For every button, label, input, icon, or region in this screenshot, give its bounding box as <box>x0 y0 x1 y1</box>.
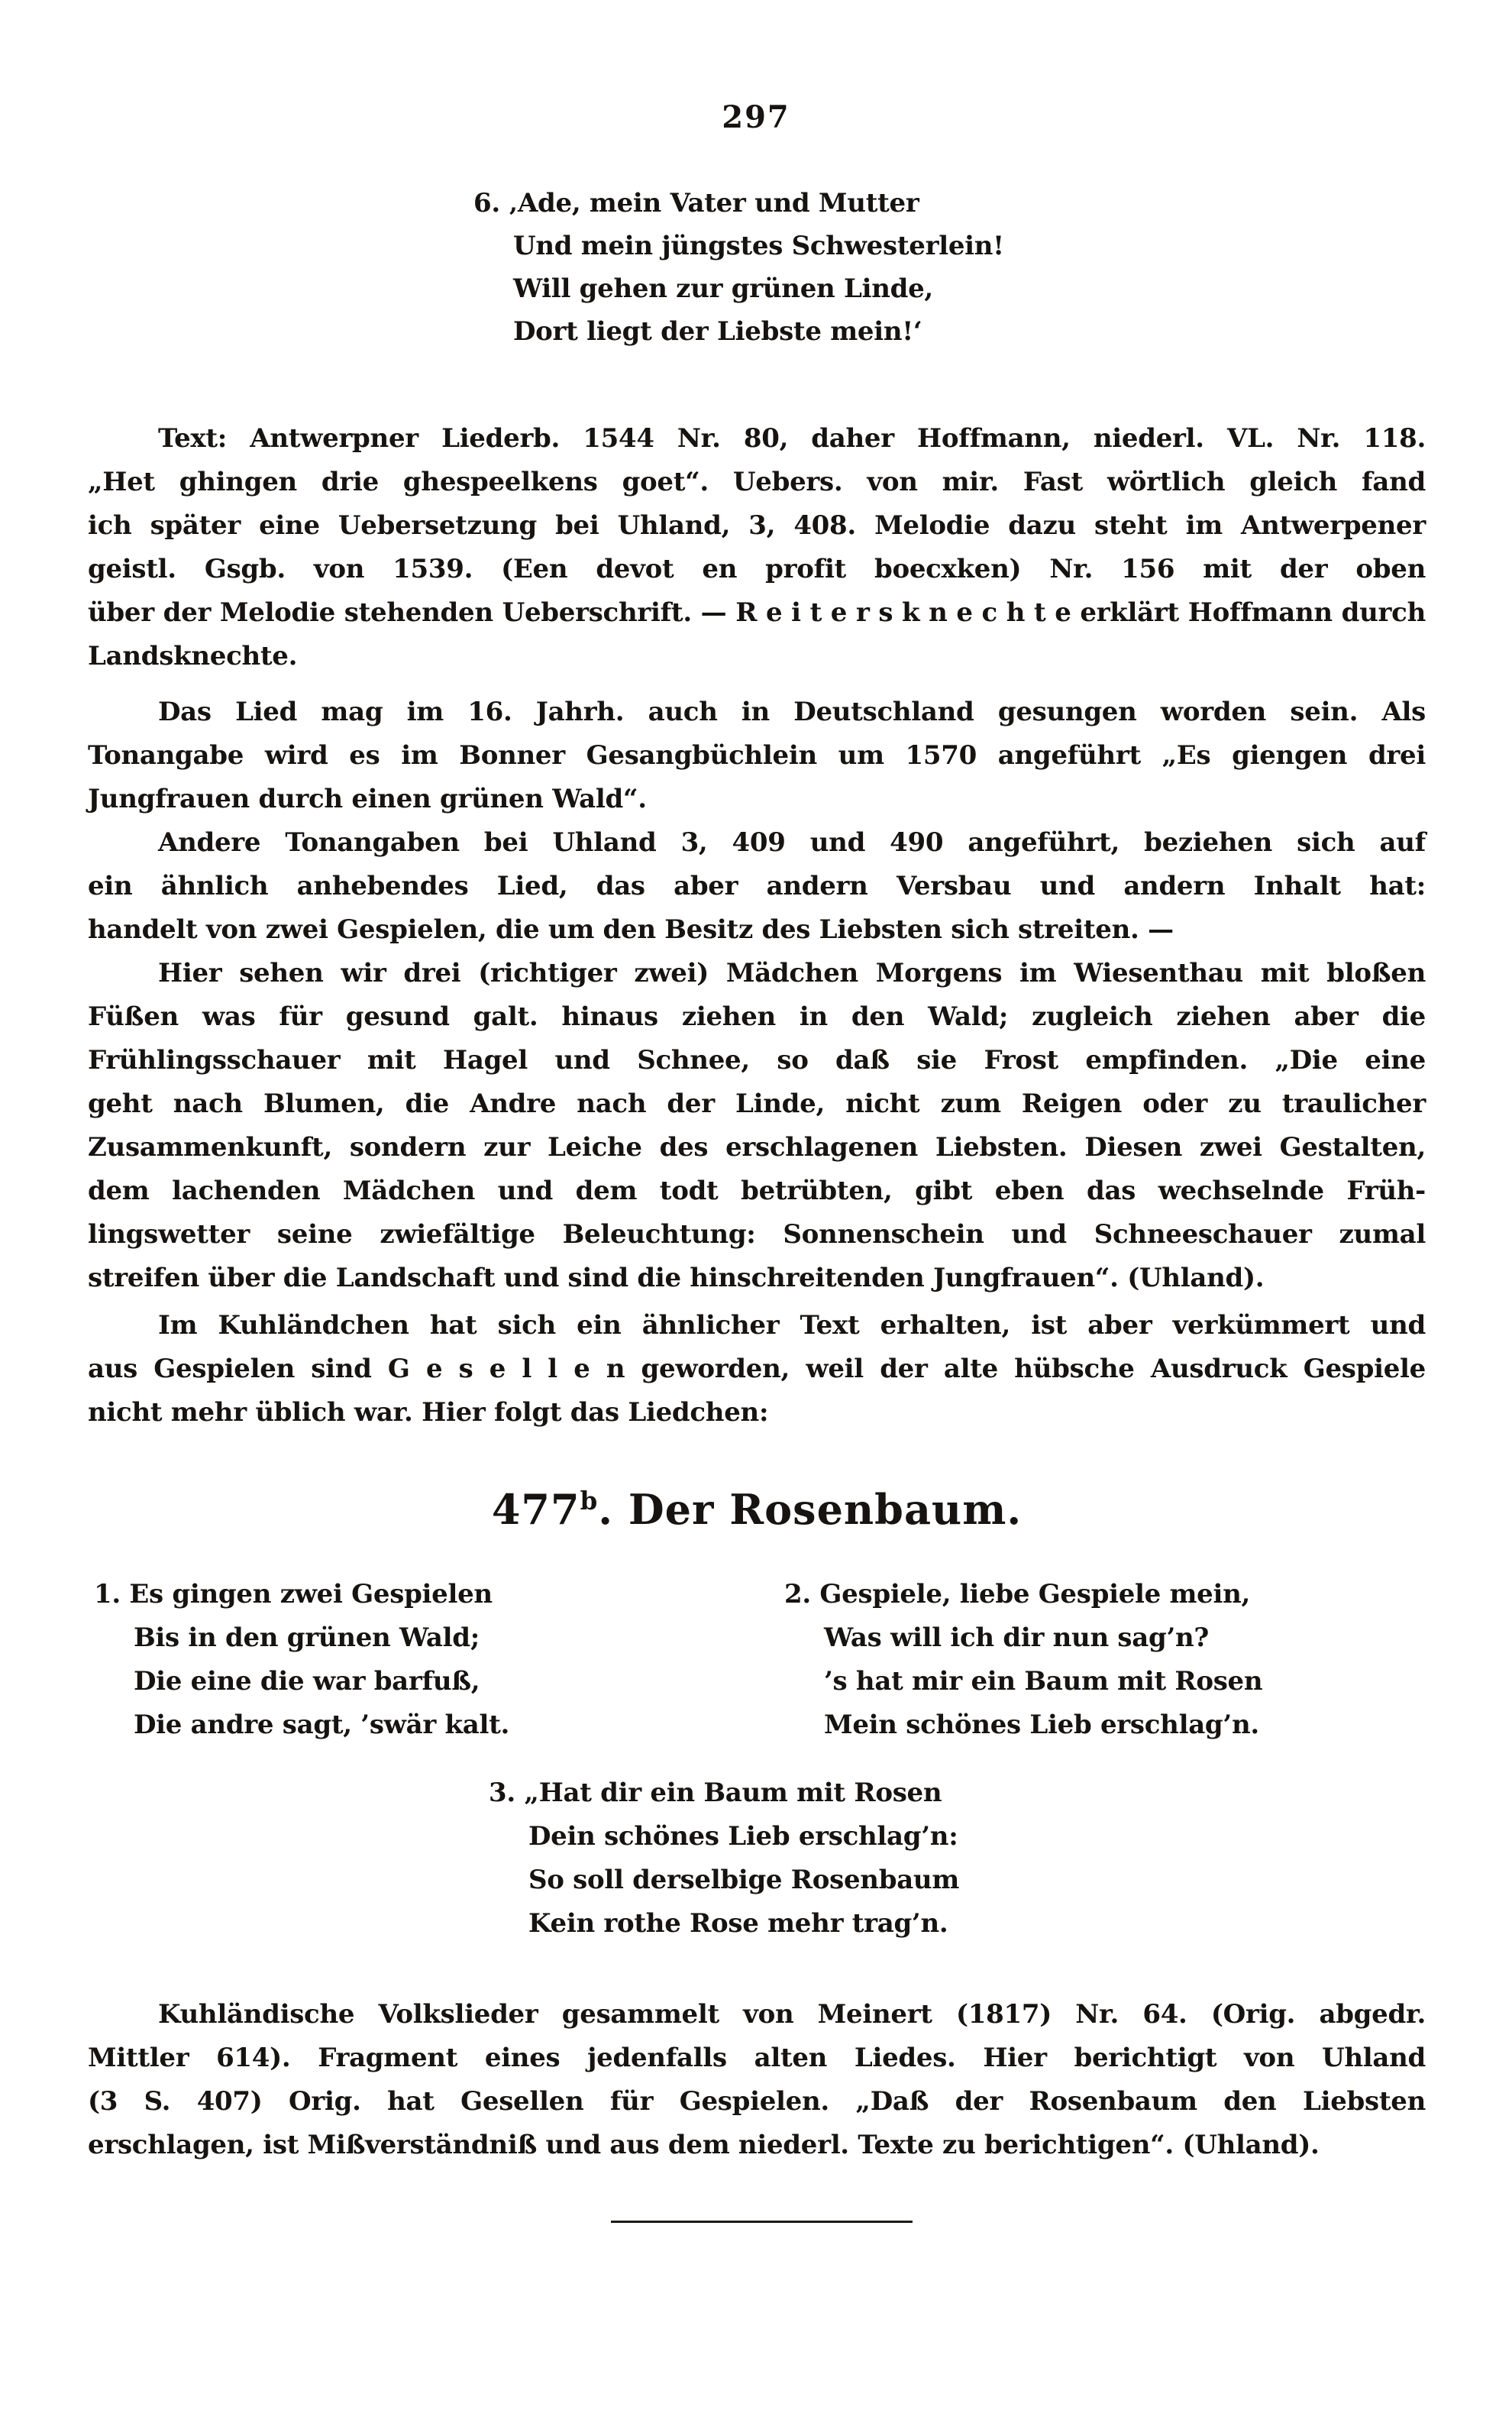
note-line: über der Melodie stehenden Ueberschrift. — R e i t e r s k n e c h t e erklärt Hoffmann durch <box>88 597 1426 628</box>
verse-line: Kein rothe Rose mehr trag’n. <box>528 1908 948 1939</box>
note-line: Landsknechte. <box>88 641 298 671</box>
note-line: ich später eine Uebersetzung bei Uhland, 3, 408. Melodie dazu steht im Antwerpener <box>88 510 1426 541</box>
note-line: Andere Tonangaben bei Uhland 3, 409 und 490 angeführt, beziehen sich auf <box>158 827 1426 858</box>
note-line: „Het ghingen drie ghespeelkens goet“. Uebers. von mir. Fast wörtlich gleich fand <box>88 467 1426 497</box>
verse-line: Die andre sagt, ’swär kalt. <box>134 1710 510 1740</box>
note-paragraph-germany <box>88 691 1426 821</box>
intro-verse <box>473 182 1426 353</box>
verse-line: 1. Es gingen zwei Gespielen <box>94 1579 493 1609</box>
note-line: lingswetter seine zwiefältige Beleuchtung: Sonnenschein und Schneeschauer zumal <box>88 1219 1426 1250</box>
song-verse-1 <box>94 1573 509 1747</box>
verse-line: 2. Gespiele, liebe Gespiele mein, <box>784 1579 1251 1609</box>
note-paragraph-sources <box>88 417 1426 678</box>
verse-line: Bis in den grünen Wald; <box>134 1622 480 1653</box>
note-line: Zusammenkunft, sondern zur Leiche des erschlagenen Liebsten. Diesen zwei Gestalten, <box>88 1132 1426 1163</box>
song-verse-3 <box>489 1771 1426 1946</box>
note-line: Im Kuhländchen hat sich ein ähnlicher Text erhalten, ist aber verkümmert und <box>158 1310 1426 1341</box>
note-line: geht nach Blumen, die Andre nach der Linde, nicht zum Reigen oder zu traulicher <box>88 1089 1426 1119</box>
note-line: Das Lied mag im 16. Jahrh. auch in Deutschland gesungen worden sein. Als <box>158 697 1426 727</box>
verse-line: Und mein jüngstes Schwesterlein! <box>513 231 1004 261</box>
verse-line: Die eine die war barfuß, <box>134 1666 480 1697</box>
verse-line: Dein schönes Lieb erschlag’n: <box>528 1821 958 1852</box>
page-content <box>88 0 1426 2223</box>
song-number-superscript: b <box>580 1487 599 1516</box>
song-number: 477 <box>491 1485 580 1534</box>
verse-line: Dort liegt der Liebste mein!‘ <box>513 316 922 347</box>
verse-line: Mein schönes Lieb erschlag’n. <box>824 1710 1259 1740</box>
note-line: streifen über die Landschaft und sind die hinschreitenden Jungfrauen“. (Uhland). <box>88 1263 1265 1293</box>
note-line: Kuhländische Volkslieder gesammelt von Meinert (1817) Nr. 64. (Orig. abgedr. <box>158 1999 1426 2030</box>
note-paragraph-uhland <box>88 952 1426 1300</box>
note-line: nicht mehr üblich war. Hier folgt das Liedchen: <box>88 1397 769 1428</box>
note-line: Hier sehen wir drei (richtiger zwei) Mädchen Morgens im Wiesenthau mit bloßen <box>158 958 1426 988</box>
note-line: (3 S. 407) Orig. hat Gesellen für Gespielen. „Daß der Rosenbaum den Liebsten <box>88 2086 1426 2117</box>
note-line: Jungfrauen durch einen grünen Wald“. <box>88 784 647 814</box>
verse-line: ’s hat mir ein Baum mit Rosen <box>824 1666 1263 1697</box>
verse-line: 3. „Hat dir ein Baum mit Rosen <box>489 1778 942 1808</box>
note-paragraph-source-meinert <box>88 1993 1426 2167</box>
note-line: aus Gespielen sind G e s e l l e n geworden, weil der alte hübsche Ausdruck Gespiele <box>88 1354 1426 1384</box>
note-line: erschlagen, ist Mißverständniß und aus dem niederl. Texte zu berichtigen“. (Uhland). <box>88 2130 1320 2160</box>
note-paragraph-tonangaben <box>88 821 1426 952</box>
note-line: Tonangabe wird es im Bonner Gesangbüchlein um 1570 angeführt „Es giengen drei <box>88 740 1426 771</box>
note-line: Text: Antwerpner Liederb. 1544 Nr. 80, daher Hoffmann, niederl. VL. Nr. 118. <box>158 423 1426 454</box>
verse-line: Will gehen zur grünen Linde, <box>513 273 933 304</box>
verse-line: Was will ich dir nun sag’n? <box>824 1622 1210 1653</box>
note-paragraph-kuhlaendchen <box>88 1304 1426 1435</box>
song-title <box>88 1471 1426 1539</box>
note-line: Mittler 614). Fragment eines jedenfalls alten Liedes. Hier berichtigt von Uhland <box>88 2043 1426 2073</box>
note-line: ein ähnlich anhebendes Lied, das aber andern Versbau und andern Inhalt hat: <box>88 871 1426 901</box>
verse-line: 6. ‚Ade, mein Vater und Mutter <box>473 188 919 218</box>
note-line: dem lachenden Mädchen und dem todt betrübten, gibt eben das wechselnde Früh- <box>88 1176 1426 1206</box>
section-divider-rule <box>611 2221 913 2223</box>
song-verse-2 <box>784 1573 1262 1747</box>
note-line: handelt von zwei Gespielen, die um den Besitz des Liebsten sich streiten. — <box>88 914 1174 945</box>
verse-line: So soll derselbige Rosenbaum <box>528 1865 960 1895</box>
note-line: Frühlingsschauer mit Hagel und Schnee, so daß sie Frost empfinden. „Die eine <box>88 1045 1426 1076</box>
note-line: geistl. Gsgb. von 1539. (Een devot en profit boecxken) Nr. 156 mit der oben <box>88 554 1426 584</box>
note-line: Füßen was für gesund galt. hinaus ziehen in den Wald; zugleich ziehen aber die <box>88 1001 1426 1032</box>
page-number: 297 <box>722 99 790 135</box>
song-title-text: . Der Rosenbaum. <box>598 1485 1023 1534</box>
song-verses-row <box>88 1573 1426 1749</box>
